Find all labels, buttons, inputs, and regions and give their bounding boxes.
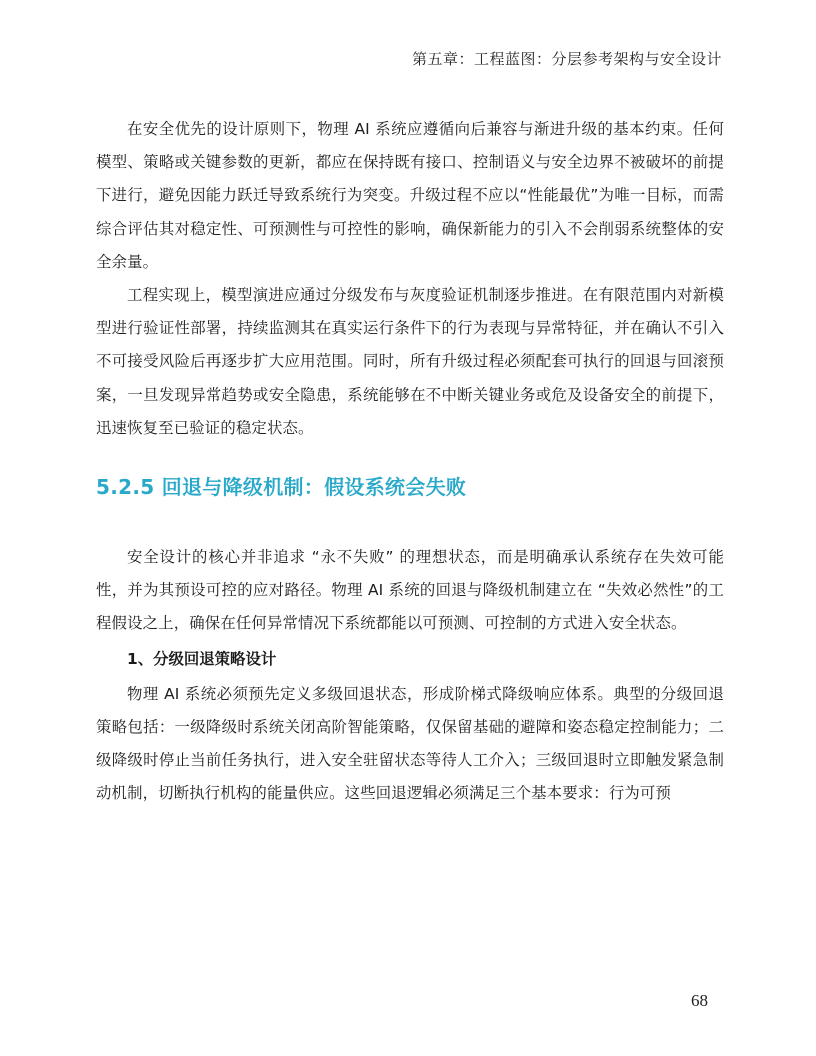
page-number: 68	[691, 991, 708, 1010]
page-body	[96, 113, 724, 810]
body-paragraph-1: 在安全优先的设计原则下，物理 AI 系统应遵循向后兼容与渐进升级的基本约束。任何模型、策略或关键参数的更新，都应在保持既有接口、控制语义与安全边界不被破坏的前提下进行，避免因能力跃迁导致系统行为突变。升级过程不应以“性能最优”为唯一目标，而需综合评估其对稳定性、可预测性与可控性的影响，确保新能力的引入不会削弱系统整体的安全余量。	[96, 120, 724, 271]
body-paragraph-2: 工程实现上，模型演进应通过分级发布与灰度验证机制逐步推进。在有限范围内对新模型进行验证性部署，持续监测其在真实运行条件下的行为表现与异常特征，并在确认不引入不可接受风险后再逐步扩大应用范围。同时，所有升级过程必须配套可执行的回退与回滚预案，一旦发现异常趋势或安全隐患，系统能够在不中断关键业务或危及设备安全的前提下，迅速恢复至已验证的稳定状态。	[96, 286, 724, 437]
section-paragraph: 安全设计的核心并非追求 “永不失败” 的理想状态，而是明确承认系统存在失效可能性，并为其预设可控的应对路径。物理 AI 系统的回退与降级机制建立在 “失效必然性”的工程假设之上，确保在任何异常情况下系统都能以可预测、可控制的方式进入安全状态。	[96, 548, 724, 633]
body-paragraph-final: 物理 AI 系统必须预先定义多级回退状态，形成阶梯式降级响应体系。典型的分级回退策略包括：一级降级时系统关闭高阶智能策略，仅保留基础的避障和姿态稳定控制能力；二级降级时停止当前任务执行，进入安全驻留状态等待人工介入；三级回退时立即触发紧急制动机制，切断执行机构的能量供应。这些回退逻辑必须满足三个基本要求：行为可预	[96, 684, 724, 803]
subsection-heading: 1、分级回退策略设计	[127, 649, 277, 668]
running-header: 第五章：工程蓝图：分层参考架构与安全设计	[411, 50, 722, 68]
section-heading: 5.2.5 回退与降级机制：假设系统会失败	[96, 475, 467, 500]
